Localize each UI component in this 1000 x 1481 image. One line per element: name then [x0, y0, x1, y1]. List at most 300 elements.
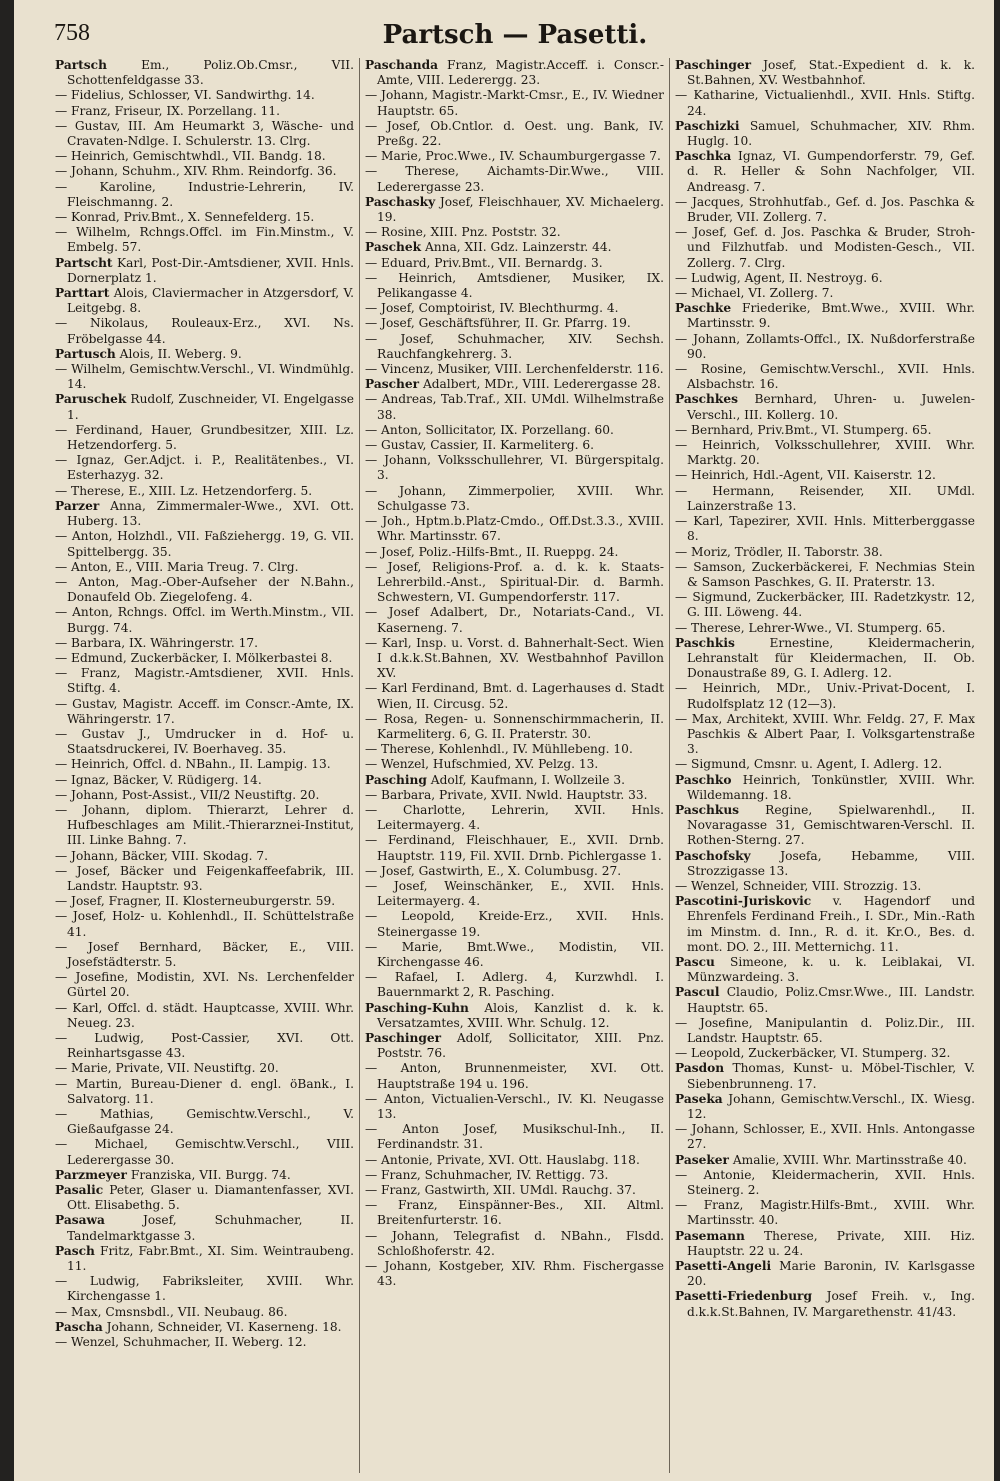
entry-details: Rudolf, Zuschneider, VI. Engelgasse 1.	[67, 392, 354, 422]
directory-entry	[55, 575, 354, 605]
entry-details: — Josef, Weinschänker, E., XVII. Hnls. Leitermayerg. 4.	[365, 878, 664, 909]
directory-entry	[365, 240, 664, 255]
directory-entry	[365, 1229, 664, 1259]
directory-entry	[55, 362, 354, 392]
entry-surname: Pasetti-Friedenburg	[675, 1289, 813, 1304]
entry-details: Josef, Stat.-Expedient d. k. k. St.Bahnen, XV. Westbahnhof.	[687, 58, 975, 88]
directory-entry	[55, 1001, 354, 1031]
directory-entry	[55, 909, 354, 939]
entry-details: — Anton, Mag.-Ober-Aufseher der N.Bahn., Donaufeld Ob. Ziegelofeng. 4.	[55, 574, 354, 605]
directory-entry	[365, 833, 664, 863]
directory-entry	[55, 1107, 354, 1137]
entry-details: — Konrad, Priv.Bmt., X. Sennefelderg. 15.	[55, 210, 315, 225]
directory-entry	[365, 377, 664, 392]
entry-details: — Anton, Rchngs. Offcl. im Werth.Minstm., VII. Burgg. 74.	[55, 605, 354, 635]
directory-entry	[365, 788, 664, 803]
entry-details: — Karl Ferdinand, Bmt. d. Lagerhauses d. Stadt Wien, II. Circusg. 52.	[365, 681, 664, 711]
entry-details: — Johann, Kostgeber, XIV. Rhm. Fischergasse 43.	[365, 1259, 664, 1289]
directory-entry	[365, 1031, 664, 1061]
directory-entry	[365, 301, 664, 316]
directory-entry	[55, 499, 354, 529]
entry-details: — Wenzel, Schneider, VIII. Strozzig. 13.	[675, 878, 922, 893]
entry-details: Josef, Fleischhauer, XV. Michaelerg. 19.	[377, 194, 665, 225]
directory-entry	[55, 88, 354, 103]
entry-details: — Josef, Comptoirist, IV. Blechthurmg. 4.	[365, 301, 619, 316]
directory-entry	[55, 803, 354, 849]
entry-details: — Gustav, Cassier, II. Karmeliterg. 6.	[365, 438, 594, 453]
directory-entry	[55, 423, 354, 453]
directory-entry	[365, 864, 664, 879]
directory-entry	[55, 1213, 354, 1243]
entry-details: — Max, Architekt, XVIII. Whr. Feldg. 27, F. Max Paschkis & Albert Paar, I. Volksgartenstraße 3.	[675, 711, 975, 757]
entry-details: — Antonie, Private, XVI. Ott. Hauslabg. 118.	[365, 1152, 640, 1167]
directory-entry	[675, 88, 975, 118]
directory-entry	[675, 955, 975, 985]
entry-details: Fritz, Fabr.Bmt., XI. Sim. Weintraubeng. 11.	[67, 1243, 354, 1274]
entry-details: — Vincenz, Musiker, VIII. Lerchenfelderstr. 116.	[365, 362, 664, 377]
entry-details: — Michael, Gemischtw.Verschl., VIII. Lederergasse 30.	[55, 1137, 354, 1167]
entry-details: — Samson, Zuckerbäckerei, F. Nechmias Stein & Samson Paschkes, G. II. Praterstr. 13.	[675, 559, 975, 589]
directory-entry	[55, 453, 354, 483]
entry-details: — Andreas, Tab.Traf., XII. UMdl. Wilhelmstraße 38.	[365, 392, 664, 422]
entry-details: Adolf, Sollicitator, XIII. Pnz. Poststr. 76.	[377, 1031, 664, 1061]
directory-entry	[365, 119, 664, 149]
entry-details: Johann, Gemischtw.Verschl., IX. Wiesg. 12.	[687, 1091, 976, 1122]
directory-entry	[675, 803, 975, 849]
entry-details: — Josef, Fragner, II. Klosterneuburgerstr. 59.	[55, 894, 336, 909]
directory-entry	[365, 1122, 664, 1152]
entry-surname: Paschasky	[365, 194, 436, 209]
entry-details: Anna, XII. Gdz. Lainzerstr. 44.	[424, 240, 612, 255]
entry-details: — Katharine, Victualienhdl., XVII. Hnls. Stiftg. 24.	[675, 88, 975, 118]
entry-surname: Partsch	[55, 58, 107, 72]
directory-entry	[365, 970, 664, 1000]
entry-surname: Paschka	[675, 149, 732, 164]
entry-surname: Paseker	[675, 1152, 729, 1167]
column-right	[670, 58, 980, 1473]
directory-entry	[55, 727, 354, 757]
directory-entry	[55, 1031, 354, 1061]
entry-details: — Johann, Schlosser, E., XVII. Hnls. Antongasse 27.	[675, 1122, 975, 1152]
directory-entry	[675, 149, 975, 195]
directory-entry	[55, 666, 354, 696]
directory-entry	[365, 256, 664, 271]
entry-details: — Antonie, Kleidermacherin, XVII. Hnls. Steinerg. 2.	[675, 1167, 975, 1198]
entry-details: — Marie, Proc.Wwe., IV. Schaumburgergasse 7.	[365, 149, 661, 164]
entry-details: Friederike, Bmt.Wwe., XVIII. Whr. Martinsstr. 9.	[687, 301, 976, 331]
entry-details: — Ferdinand, Fleischhauer, E., XVII. Drnb. Hauptstr. 119, Fil. XVII. Drnb. Pichlergasse 1.	[365, 833, 664, 863]
entry-details: — Moriz, Trödler, II. Taborstr. 38.	[675, 544, 883, 559]
entry-surname: Parzer	[55, 498, 100, 513]
entry-details: — Leopold, Kreide-Erz., XVII. Hnls. Steinergasse 19.	[365, 909, 664, 939]
entry-details: — Ludwig, Post-Cassier, XVI. Ott. Reinhartsgasse 43.	[55, 1031, 354, 1061]
directory-entry	[55, 119, 354, 149]
directory-entry	[675, 1061, 975, 1091]
directory-entry	[675, 271, 975, 286]
directory-entry	[365, 514, 664, 544]
entry-details: — Johann, Post-Assist., VII/2 Neustiftg. 20.	[55, 787, 320, 802]
directory-entry	[55, 1274, 354, 1304]
entry-details: Samuel, Schuhmacher, XIV. Rhm. Huglg. 10.	[687, 118, 975, 149]
entry-surname: Paruschek	[55, 392, 127, 407]
directory-entry	[675, 681, 975, 711]
entry-surname: Paschke	[675, 301, 732, 316]
entry-details: — Josefine, Modistin, XVI. Ns. Lerchenfelder Gürtel 20.	[55, 970, 354, 1000]
entry-details: — Bernhard, Priv.Bmt., VI. Stumperg. 65.	[675, 422, 932, 437]
entry-surname: Pascu	[675, 954, 715, 969]
entry-details: — Martin, Bureau-Diener d. engl. öBank., I. Salvatorg. 11.	[55, 1076, 354, 1106]
directory-entry	[675, 894, 975, 955]
entry-details: — Karl, Insp. u. Vorst. d. Bahnerhalt-Sect. Wien I d.k.k.St.Bahnen, XV. Westbahnhof Pavillon XV.	[365, 635, 664, 681]
entry-details: — Therese, E., XIII. Lz. Hetzendorferg. 5.	[55, 483, 313, 498]
entry-surname: Partusch	[55, 346, 116, 361]
entry-details: — Ferdinand, Hauer, Grundbesitzer, XIII. Lz. Hetzendorferg. 5.	[55, 422, 354, 453]
entry-details: — Rosine, Gemischtw.Verschl., XVII. Hnls. Alsbachstr. 16.	[675, 362, 975, 392]
directory-entry	[55, 970, 354, 1000]
entry-details: — Anton, Brunnenmeister, XVI. Ott. Hauptstraße 194 u. 196.	[365, 1061, 664, 1091]
entry-details: — Johann, Schuhm., XIV. Rhm. Reindorfg. 36.	[55, 164, 337, 179]
directory-entry	[365, 1183, 664, 1198]
entry-surname: Paschinger	[365, 1031, 442, 1045]
entry-details: — Wilhelm, Gemischtw.Verschl., VI. Windmühlg. 14.	[55, 362, 354, 392]
entry-details: — Heinrich, Volksschullehrer, XVIII. Whr. Marktg. 20.	[675, 438, 975, 468]
directory-entry	[55, 1305, 354, 1320]
directory-entry	[365, 605, 664, 635]
entry-details: — Rosine, XIII. Pnz. Poststr. 32.	[365, 225, 561, 240]
entry-surname: Pasetti-Angeli	[675, 1259, 772, 1274]
directory-entry	[55, 256, 354, 286]
entry-details: — Ignaz, Ger.Adjct. i. P., Realitätenbes., VI. Esterhazyg. 32.	[55, 453, 354, 483]
entry-details: — Karl, Offcl. d. städt. Hauptcasse, XVIII. Whr. Neueg. 23.	[55, 1000, 354, 1030]
entry-details: — Josef Adalbert, Dr., Notariats-Cand., VI. Kaserneng. 7.	[365, 605, 664, 635]
directory-entry	[55, 894, 354, 909]
entry-details: — Johann, Bäcker, VIII. Skodag. 7.	[55, 848, 269, 863]
directory-entry	[55, 164, 354, 179]
entry-details: Anna, Zimmermaler-Wwe., XVI. Ott. Huberg. 13.	[67, 498, 354, 529]
directory-entry	[675, 1092, 975, 1122]
entry-details: — Sigmund, Zuckerbäcker, III. Radetzkystr. 12, G. III. Löweng. 44.	[675, 590, 975, 620]
directory-entry	[365, 879, 664, 909]
directory-entry	[675, 392, 975, 422]
directory-entry	[55, 697, 354, 727]
entry-surname: Pascul	[675, 985, 720, 1000]
entry-details: — Johann, Zimmerpolier, XVIII. Whr. Schulgasse 73.	[365, 483, 664, 513]
entry-details: — Ignaz, Bäcker, V. Rüdigerg. 14.	[55, 772, 262, 787]
directory-entry	[55, 149, 354, 164]
entry-details: — Anton Josef, Musikschul-Inh., II. Ferdinandstr. 31.	[365, 1122, 664, 1152]
directory-entry	[675, 712, 975, 758]
entry-surname: Paschko	[675, 772, 732, 787]
entry-details: Josef Freih. v., Ing. d.k.k.St.Bahnen, IV. Margarethenstr. 41/43.	[687, 1289, 976, 1319]
directory-entry	[365, 545, 664, 560]
entry-details: — Barbara, Private, XVII. Nwld. Hauptstr. 33.	[365, 787, 648, 802]
directory-entry	[675, 985, 975, 1015]
entry-details: — Johann, Volksschullehrer, VI. Bürgerspitalg. 3.	[365, 453, 664, 483]
entry-details: — Edmund, Zuckerbäcker, I. Mölkerbastei 8.	[55, 650, 333, 665]
directory-entry	[55, 225, 354, 255]
directory-entry	[55, 849, 354, 864]
entry-details: — Heinrich, Offcl. d. NBahn., II. Lampig. 13.	[55, 757, 331, 772]
entry-details: — Heinrich, Gemischtwhdl., VII. Bandg. 18.	[55, 149, 326, 164]
entry-surname: Paschkes	[675, 392, 738, 407]
directory-page	[14, 0, 994, 1481]
entry-details: — Jacques, Strohhutfab., Gef. d. Jos. Paschka & Bruder, VII. Zollerg. 7.	[675, 194, 975, 225]
entry-details: — Barbara, IX. Währingerstr. 17.	[55, 635, 259, 650]
entry-details: — Therese, Aichamts-Dir.Wwe., VIII. Lederergasse 23.	[365, 164, 664, 194]
directory-entry	[365, 1092, 664, 1122]
directory-entry	[55, 1335, 354, 1350]
entry-details: — Wenzel, Schuhmacher, II. Weberg. 12.	[55, 1335, 307, 1350]
entry-details: — Josef, Geschäftsführer, II. Gr. Pfarrg. 19.	[365, 316, 631, 331]
directory-entry	[675, 545, 975, 560]
entry-details: Johann, Schneider, VI. Kaserneng. 18.	[106, 1319, 342, 1334]
entry-details: — Franz, Gastwirth, XII. UMdl. Rauchg. 37.	[365, 1183, 636, 1198]
directory-entry	[365, 58, 664, 88]
entry-details: — Josef, Holz- u. Kohlenhdl., II. Schüttelstraße 41.	[55, 909, 354, 939]
entry-details: — Heinrich, MDr., Univ.-Privat-Docent, I. Rudolfsplatz 12 (12—3).	[675, 681, 975, 711]
directory-entry	[365, 392, 664, 422]
entry-details: — Josef, Schuhmacher, XIV. Sechsh. Rauchfangkehrerg. 3.	[365, 331, 664, 361]
directory-entry	[55, 757, 354, 772]
entry-surname: Pascher	[365, 377, 420, 392]
entry-details: — Karoline, Industrie-Lehrerin, IV. Fleischmanng. 2.	[55, 179, 354, 209]
entry-surname: Pasching-Kuhn	[365, 1000, 469, 1015]
entry-surname: Partscht	[55, 255, 113, 270]
entry-surname: Paschanda	[365, 58, 439, 72]
page-number: 758	[54, 20, 90, 46]
entry-details: — Ludwig, Fabriksleiter, XVIII. Whr. Kirchengasse 1.	[55, 1274, 354, 1304]
entry-details: Adolf, Kaufmann, I. Wollzeile 3.	[430, 772, 625, 787]
entry-details: — Anton, Victualien-Verschl., IV. Kl. Neugasse 13.	[365, 1091, 664, 1122]
entry-details: — Franz, Magistr.Hilfs-Bmt., XVIII. Whr. Martinsstr. 40.	[675, 1198, 975, 1228]
directory-entry	[365, 88, 664, 118]
entry-details: Amalie, XVIII. Whr. Martinsstraße 40.	[732, 1152, 967, 1167]
entry-details: Josefa, Hebamme, VIII. Strozzigasse 13.	[687, 848, 975, 878]
column-left	[50, 58, 360, 1473]
entry-details: Karl, Post-Dir.-Amtsdiener, XVII. Hnls. Dornerplatz 1.	[67, 255, 354, 285]
directory-entry	[365, 484, 664, 514]
entry-details: — Heinrich, Amtsdiener, Musiker, IX. Pelikangasse 4.	[365, 270, 664, 301]
directory-entry	[55, 864, 354, 894]
entry-details: — Johann, Zollamts-Offcl., IX. Nußdorferstraße 90.	[675, 331, 975, 361]
directory-entry	[675, 119, 975, 149]
directory-entry	[365, 636, 664, 682]
directory-entry	[365, 271, 664, 301]
directory-entry	[365, 438, 664, 453]
entry-details: — Josef Bernhard, Bäcker, E., VIII. Josefstädterstr. 5.	[55, 939, 354, 969]
directory-entry	[365, 742, 664, 757]
directory-entry	[55, 1244, 354, 1274]
directory-entry	[365, 149, 664, 164]
directory-entry	[55, 210, 354, 225]
directory-entry	[55, 773, 354, 788]
entry-details: — Therese, Kohlenhdl., IV. Mühllebeng. 10.	[365, 742, 633, 757]
directory-entry	[55, 1061, 354, 1076]
directory-entry	[675, 621, 975, 636]
directory-entry	[55, 316, 354, 346]
directory-entry	[55, 560, 354, 575]
directory-entry	[365, 1168, 664, 1183]
directory-entry	[55, 1183, 354, 1213]
directory-entry	[675, 438, 975, 468]
entry-details: — Wenzel, Hufschmied, XV. Pelzg. 13.	[365, 757, 599, 772]
entry-details: Franziska, VII. Burgg. 74.	[130, 1167, 291, 1182]
entry-details: — Johann, Telegrafist d. NBahn., Flsdd. Schloßhoferstr. 42.	[365, 1228, 664, 1258]
directory-entry	[365, 1061, 664, 1091]
directory-entry	[675, 1259, 975, 1289]
directory-entry	[675, 286, 975, 301]
directory-entry	[675, 590, 975, 620]
directory-entry	[55, 651, 354, 666]
entry-surname: Paschek	[365, 240, 422, 255]
entry-details: — Rafael, I. Adlerg. 4, Kurzwhdl. I. Bauernmarkt 2, R. Pasching.	[365, 970, 664, 1000]
entry-details: Alois, Kanzlist d. k. k. Versatzamtes, XVIII. Whr. Schulg. 12.	[377, 1000, 665, 1030]
directory-entry	[675, 1168, 975, 1198]
entry-details: — Josef, Ob.Cntlor. d. Oest. ung. Bank, IV. Preßg. 22.	[365, 118, 664, 149]
entry-details: — Josef, Gastwirth, E., X. Columbusg. 27.	[365, 863, 622, 878]
entry-details: Adalbert, MDr., VIII. Lederergasse 28.	[422, 377, 661, 392]
directory-entry	[675, 468, 975, 483]
directory-entry	[365, 940, 664, 970]
directory-entry	[55, 392, 354, 422]
directory-entry	[675, 1046, 975, 1061]
entry-surname: Paschinger	[675, 58, 752, 72]
page-title: Partsch — Pasetti.	[382, 20, 648, 50]
entry-details: Marie Baronin, IV. Karlsgasse 20.	[687, 1259, 975, 1289]
entry-details: — Fidelius, Schlosser, VI. Sandwirthg. 14.	[55, 88, 315, 103]
entry-surname: Paschkus	[675, 802, 740, 817]
directory-entry	[365, 164, 664, 194]
entry-surname: Parzmeyer	[55, 1167, 127, 1182]
directory-entry	[55, 286, 354, 316]
directory-entry	[365, 1001, 664, 1031]
entry-details: — Gustav J., Umdrucker in d. Hof- u. Staatsdruckerei, IV. Boerhaveg. 35.	[55, 726, 354, 757]
entry-details: Alois, II. Weberg. 9.	[119, 346, 242, 361]
entry-surname: Paschofsky	[675, 848, 751, 863]
directory-entry	[365, 423, 664, 438]
entry-details: — Ludwig, Agent, II. Nestroyg. 6.	[675, 270, 883, 285]
entry-details: Therese, Private, XIII. Hiz. Hauptstr. 22 u. 24.	[687, 1228, 975, 1258]
entry-details: Alois, Claviermacher in Atzgersdorf, V. Leitgebg. 8.	[67, 286, 354, 316]
page-header	[50, 6, 980, 58]
directory-entry	[55, 1137, 354, 1167]
directory-entry	[55, 529, 354, 559]
entry-details: — Anton, Holzhdl., VII. Faßziehergg. 19, G. VII. Spittelbergg. 35.	[55, 529, 354, 559]
directory-entry	[365, 773, 664, 788]
directory-entry	[55, 605, 354, 635]
directory-entry	[55, 636, 354, 651]
directory-entry	[675, 1016, 975, 1046]
entry-surname: Pasalic	[55, 1183, 104, 1198]
directory-entry	[365, 225, 664, 240]
directory-entry	[365, 332, 664, 362]
entry-details: — Therese, Lehrer-Wwe., VI. Stumperg. 65.	[675, 620, 946, 635]
directory-entry	[55, 1077, 354, 1107]
entry-details: v. Hagendorf und Ehrenfels Ferdinand Freih., I. SDr., Min.-Rath im Minstm. d. Inn., R. d. it. Kr.O., Bes. d. mont. DO. 2., III. Metternichg. 11.	[687, 894, 976, 954]
entry-details: Simeone, k. u. k. Leiblakai, VI. Münzwardeing. 3.	[687, 954, 976, 985]
entry-details: Josef, Schuhmacher, II. Tandelmarktgasse 3.	[67, 1213, 355, 1243]
entry-details: — Eduard, Priv.Bmt., VII. Bernardg. 3.	[365, 255, 603, 270]
directory-entry	[675, 301, 975, 331]
directory-entry	[675, 1153, 975, 1168]
entry-details: — Franz, Einspänner-Bes., XII. Altml. Breitenfurterstr. 16.	[365, 1198, 664, 1228]
directory-entry	[365, 1259, 664, 1289]
directory-entry	[365, 560, 664, 606]
directory-entry	[55, 484, 354, 499]
directory-entry	[675, 58, 975, 88]
entry-surname: Pascotini-Juriskovic	[675, 894, 812, 909]
column-middle	[360, 58, 670, 1473]
directory-entry	[365, 681, 664, 711]
directory-entry	[55, 104, 354, 119]
directory-entry	[55, 1320, 354, 1335]
entry-details: Ignaz, VI. Gumpendorferstr. 79, Gef. d. R. Heller & Sohn Nachfolger, VII. Andreasg. 7.	[687, 149, 976, 194]
entry-surname: Pascha	[55, 1319, 103, 1334]
entry-details: — Josef, Religions-Prof. a. d. k. k. Staats-Lehrerbild.-Anst., Spiritual-Dir. d. Barmh. Schwestern, VI. Gumpendorferstr. 117.	[365, 559, 664, 605]
directory-entry	[675, 757, 975, 772]
entry-details: — Karl, Tapezirer, XVII. Hnls. Mitterberggasse 8.	[675, 514, 975, 544]
directory-entry	[675, 1122, 975, 1152]
entry-surname: Paschkis	[675, 635, 735, 650]
directory-entry	[365, 195, 664, 225]
directory-entry	[365, 362, 664, 377]
entry-surname: Pasemann	[675, 1228, 745, 1243]
directory-entry	[675, 849, 975, 879]
entry-details: — Gustav, III. Am Heumarkt 3, Wäsche- und Cravaten-Ndlge. I. Schulerstr. 13. Clrg.	[55, 118, 354, 149]
entry-details: — Leopold, Zuckerbäcker, VI. Stumperg. 32.	[675, 1046, 951, 1061]
entry-details: — Wilhelm, Rchngs.Offcl. im Fin.Minstm., V. Embelg. 57.	[55, 225, 354, 255]
columns	[50, 58, 980, 1473]
entry-details: Thomas, Kunst- u. Möbel-Tischler, V. Siebenbrunneng. 17.	[687, 1061, 975, 1091]
directory-entry	[55, 180, 354, 210]
entry-surname: Pasch	[55, 1243, 95, 1258]
directory-entry	[675, 636, 975, 682]
entry-details: Ernestine, Kleidermacherin, Lehranstalt für Kleidermachen, II. Ob. Donaustraße 89, G. I. Adlerg. 12.	[687, 635, 975, 681]
directory-entry	[675, 423, 975, 438]
entry-details: — Sigmund, Cmsnr. u. Agent, I. Adlerg. 12.	[675, 757, 943, 772]
entry-surname: Paschizki	[675, 118, 740, 133]
entry-details: — Johann, diplom. Thierarzt, Lehrer d. Hufbeschlages am Milit.-Thierarznei-Institut, III. Linke Bahng. 7.	[55, 802, 354, 848]
directory-entry	[365, 712, 664, 742]
entry-details: — Anton, Sollicitator, IX. Porzellang. 60.	[365, 422, 614, 437]
entry-details: — Joh., Hptm.b.Platz-Cmdo., Off.Dst.3.3., XVIII. Whr. Martinsstr. 67.	[365, 514, 664, 544]
directory-entry	[675, 879, 975, 894]
directory-entry	[55, 788, 354, 803]
entry-details: — Josefine, Manipulantin d. Poliz.Dir., III. Landstr. Hauptstr. 65.	[675, 1015, 975, 1045]
directory-entry	[365, 803, 664, 833]
entry-surname: Pasching	[365, 772, 427, 787]
directory-entry	[675, 1229, 975, 1259]
directory-entry	[675, 484, 975, 514]
entry-details: — Franz, Friseur, IX. Porzellang. 11.	[55, 103, 280, 118]
directory-entry	[365, 1198, 664, 1228]
entry-details: — Franz, Magistr.-Amtsdiener, XVII. Hnls. Stiftg. 4.	[55, 666, 354, 696]
directory-entry	[365, 453, 664, 483]
directory-entry	[675, 560, 975, 590]
directory-entry	[675, 362, 975, 392]
entry-surname: Paseka	[675, 1091, 723, 1106]
directory-entry	[365, 909, 664, 939]
entry-details: — Johann, Magistr.-Markt-Cmsr., E., IV. Wiedner Hauptstr. 65.	[365, 88, 664, 118]
directory-entry	[365, 1153, 664, 1168]
directory-entry	[675, 332, 975, 362]
directory-entry	[675, 195, 975, 225]
entry-details: Regine, Spielwarenhdl., II. Novaragasse 31, Gemischtwaren-Verschl. II. Rothen-Sterng. 27.	[687, 802, 975, 848]
directory-entry	[55, 940, 354, 970]
entry-details: — Josef, Gef. d. Jos. Paschka & Bruder, Stroh- und Filzhutfab. und Modisten-Gesch., VII. Zollerg. 7. Clrg.	[675, 225, 975, 270]
directory-entry	[675, 1198, 975, 1228]
entry-surname: Pasawa	[55, 1213, 105, 1228]
